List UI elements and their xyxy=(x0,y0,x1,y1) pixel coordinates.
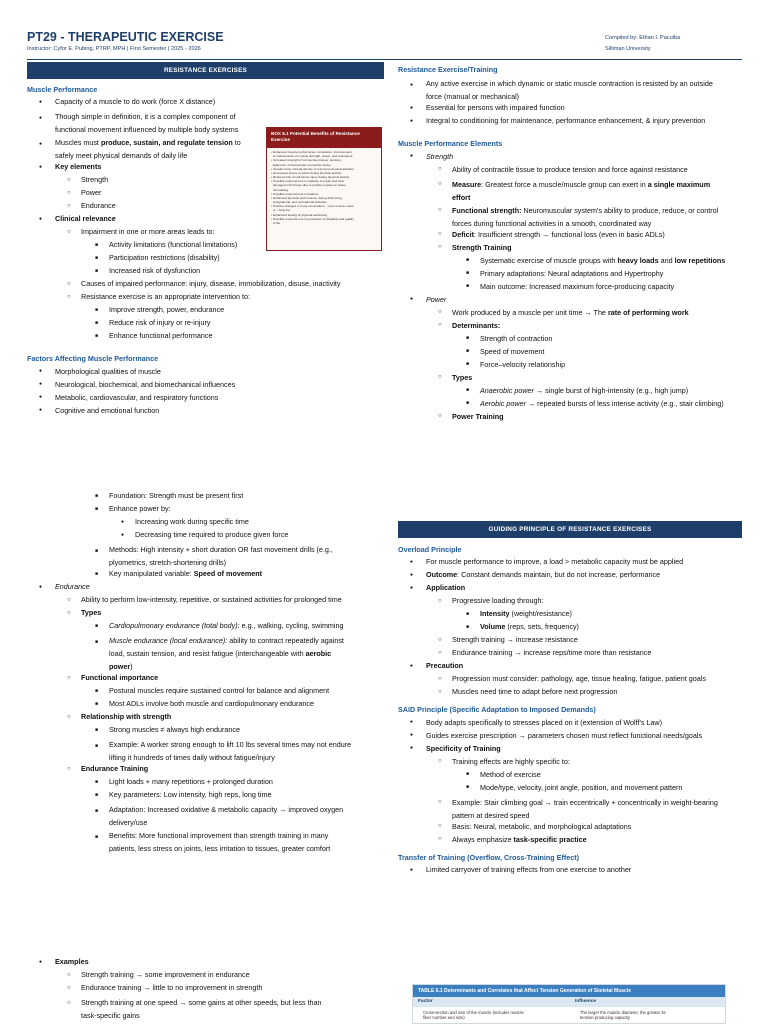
list-item: ○ Strength training → increase resistance xyxy=(398,635,748,648)
table-6-1-figure xyxy=(412,984,726,1024)
list-item: ● Examples xyxy=(27,957,387,970)
list-item: ■ Enhance power by: xyxy=(27,504,387,517)
list-item: ○ Strength training at one speed → some gains at other speeds, but less than task-specific gains xyxy=(27,996,387,1022)
box-6-1-line: or maintenance of muscle strength, power, and endurance xyxy=(271,154,353,159)
table-header-row xyxy=(413,997,725,1007)
list-item: ■ Main outcome: Increased maximum force-producing capacity xyxy=(398,282,748,295)
muscle-performance-elements-list xyxy=(398,152,748,425)
list-item: ■ Methods: High intensity + short duration OR fast movement drills (e.g., plyometrics, stretch-shortening drills) xyxy=(27,543,387,569)
list-item: ○ Endurance Training xyxy=(27,764,387,777)
list-item: ○ Determinants: xyxy=(398,321,748,334)
list-item: ○ Deficit: Insufficient strength → functional loss (even in basic ADLs) xyxy=(398,230,748,243)
list-item: ○ Impairment in one or more areas leads to: xyxy=(27,227,387,240)
list-item: ○ Functional strength: Neuromuscular system's ability to produce, reduce, or control forces during functional activities in a smooth, coordinated way xyxy=(398,204,748,230)
said-principle-heading: SAID Principle (Specific Adaptation to Imposed Demands) xyxy=(398,705,596,715)
list-item: ■ Light loads + many repetitions + prolonged duration xyxy=(27,777,387,790)
list-item: ■ Systematic exercise of muscle groups with heavy loads and low repetitions xyxy=(398,256,748,269)
list-item: ● Neurological, biochemical, and biomechanical influences xyxy=(27,380,387,393)
list-item: ○ Ability of contractile tissue to produce tension and force against resistance xyxy=(398,165,748,178)
list-item: ● Capacity of a muscle to do work (force X distance) xyxy=(27,97,387,110)
list-item: ■ Key manipulated variable: Speed of movement xyxy=(27,569,387,582)
list-item: ○ Endurance xyxy=(27,201,387,214)
list-item: ■ Mode/type, velocity, joint angle, position, and movement pattern xyxy=(398,783,748,796)
list-item: ■ Example: A worker strong enough to lift 10 lbs several times may not endure lifting it hundreds of times daily without fatigue/injury xyxy=(27,738,387,764)
list-item: ■ Anaerobic power → single burst of high-intensity (e.g., high jump) xyxy=(398,386,748,399)
list-item: ● Strength xyxy=(398,152,748,165)
list-item: ○ Strength training → some improvement in endurance xyxy=(27,970,387,983)
list-item: ■ Benefits: More functional improvement than strength training in many patients, less stress on joints, less irritation to tissues, greater comfort xyxy=(27,829,387,855)
box-6-1-line: occupational, and recreational activities xyxy=(271,200,327,205)
resistance-training-list xyxy=(398,77,748,129)
list-item: ○ Types xyxy=(398,373,748,386)
box-6-1-line: • Enhanced physical performance during daily living, xyxy=(271,195,343,200)
box-6-1-title: BOX 6.1 Potential Benefits of Resistance Exercise xyxy=(267,128,381,148)
list-item: ○ Training effects are highly specific to: xyxy=(398,757,748,770)
list-item: ○ Basis: Neural, metabolic, and morphological adaptations xyxy=(398,822,748,835)
list-item: ■ Strong muscles ≠ always high endurance xyxy=(27,725,387,738)
box-6-1-line: remodeling xyxy=(271,187,289,192)
list-item: ○ Relationship with strength xyxy=(27,712,387,725)
overload-list xyxy=(398,557,748,700)
guiding-principle-banner: GUIDING PRINCIPLE OF RESISTANCE EXERCISES xyxy=(398,521,742,538)
box-6-1-line: • Decreased stress on joints during physical activity xyxy=(271,170,342,175)
list-item: ● Decreasing time required to produce given force xyxy=(27,530,387,543)
box-6-1-line: • Possible improvement in capacity to repair and heal xyxy=(271,179,344,184)
list-item: ■ Activity limitations (functional limitations) xyxy=(27,240,387,253)
resistance-exercises-banner: RESISTANCE EXERCISES xyxy=(27,62,384,79)
table-col-factor: Factor xyxy=(418,999,433,1004)
list-item: ■ Intensity (weight/resistance) xyxy=(398,609,748,622)
list-item: ● Increasing work during specific time xyxy=(27,517,387,530)
box-6-1-line: ligaments, intramuscular connective tissue xyxy=(271,162,331,167)
table-cell: Cross-section and size of the muscle (includes muscle fiber number and size) xyxy=(423,1010,524,1021)
list-item: ● Specificity of Training xyxy=(398,744,748,757)
list-item: ■ Primary adaptations: Neural adaptations and Hypertrophy xyxy=(398,269,748,282)
box-6-1-line: • Possible improvement in perception of disability and quality xyxy=(271,216,354,221)
list-item: ■ Postural muscles require sustained control for balance and alignment xyxy=(27,686,387,699)
list-item: ● Guides exercise prescription → parameters chosen must reflect functional needs/goals xyxy=(398,731,748,744)
instructor-line: Instructor: Cyfor E. Pubing, PTRP, MPH | First Semester | 2025 - 2026 xyxy=(27,46,201,52)
box-6-1-line: • Greater bone mineral density or less bone demineralization xyxy=(271,166,354,171)
list-item: ■ Participation restrictions (disability) xyxy=(27,253,387,266)
list-item: ● Though simple in definition, it is a complex component of functional movement influenced by multiple body systems xyxy=(27,110,387,136)
box-6-1-line: of life xyxy=(271,220,281,225)
list-item: ■ Key parameters: Low intensity, high reps, long time xyxy=(27,790,387,803)
list-item: ○ Ability to perform low-intensity, repetitive, or sustained activities for prolonged time xyxy=(27,595,387,608)
said-list xyxy=(398,718,748,848)
list-item: ■ Method of exercise xyxy=(398,770,748,783)
list-item: ○ Types xyxy=(27,608,387,621)
box-6-1-figure xyxy=(266,127,382,251)
list-item: ● Clinical relevance xyxy=(27,214,387,227)
transfer-list xyxy=(398,865,748,878)
list-item: ● Morphological qualities of muscle xyxy=(27,367,387,380)
table-cell: The larger the muscle diameter, the greater its tension-producing capacity xyxy=(580,1010,666,1021)
list-item: ● Limited carryover of training effects from one exercise to another xyxy=(398,865,748,878)
box-6-1-line: • Enhanced feeling of physical well-being xyxy=(271,212,328,217)
box-6-1-body xyxy=(267,148,381,227)
list-item: ● Application xyxy=(398,583,748,596)
list-item: ○ Muscles need time to adapt before next progression xyxy=(398,687,748,700)
table-6-1-title: TABLE 6.1 Determinants and Correlates that Affect Tension Generation of Skeletal Muscle xyxy=(413,985,725,997)
list-item: ○ Resistance exercise is an appropriate intervention to: xyxy=(27,292,387,305)
list-item: ■ Foundation: Strength must be present first xyxy=(27,491,387,504)
list-item: ● Precaution xyxy=(398,661,748,674)
box-6-1-line: • Increased strength of connective tissues: tendons, xyxy=(271,158,342,163)
list-item: ● Integral to conditioning for maintenance, performance enhancement, & injury prevention xyxy=(398,116,748,129)
list-item: ○ Example: Stair climbing goal → train eccentrically + concentrically in weight-bearing pattern at desired speed xyxy=(398,796,748,822)
list-item: ● Body adapts specifically to stresses placed on it (extension of Wolff's Law) xyxy=(398,718,748,731)
list-item: ○ Functional importance xyxy=(27,673,387,686)
list-item: ○ Endurance training → little to no improvement in strength xyxy=(27,983,387,996)
list-item: ■ Improve strength, power, endurance xyxy=(27,305,387,318)
transfer-of-training-heading: Transfer of Training (Overflow, Cross-Training Effect) xyxy=(398,852,580,862)
list-item: ○ Work produced by a muscle per unit time → The rate of performing work xyxy=(398,308,748,321)
factors-heading: Factors Affecting Muscle Performance xyxy=(27,354,159,364)
list-item: ■ Enhance functional performance xyxy=(27,331,387,344)
list-item: ● Muscles must produce, sustain, and regulate tension to safely meet physical demands of daily life xyxy=(27,136,387,162)
box-6-1-line: damaged soft tissues due to positive impact on tissue xyxy=(271,183,346,188)
list-item: ■ Strength of contraction xyxy=(398,334,748,347)
list-item: ● Outcome: Constant demands maintain, but do not increase, performance xyxy=(398,570,748,583)
list-item: ■ Volume (reps, sets, frequency) xyxy=(398,622,748,635)
factors-list xyxy=(27,367,387,419)
list-item: ● Metabolic, cardiovascular, and respiratory functions xyxy=(27,393,387,406)
list-item: ● Essential for persons with impaired function xyxy=(398,103,748,116)
list-item: ■ Reduce risk of injury or re-injury xyxy=(27,318,387,331)
list-item: ● Key elements xyxy=(27,162,387,175)
list-item: ● Endurance xyxy=(27,582,387,595)
list-item: ● Cognitive and emotional function xyxy=(27,406,387,419)
list-item: ○ Causes of impaired performance: injury, disease, immobilization, disuse, inactivity xyxy=(27,279,387,292)
box-6-1-line: or ↓ body fat xyxy=(271,208,290,213)
list-item: ■ Speed of movement xyxy=(398,347,748,360)
examples-section xyxy=(27,957,387,1022)
list-item: ○ Power Training xyxy=(398,412,748,425)
list-item: ■ Muscle endurance (local endurance): ability to contract repeatedly against load, sustain tension, and resist fatigue (interchangeable with aerobic power) xyxy=(27,634,387,673)
box-6-1-line: • Possible improvement in balance xyxy=(271,191,319,196)
university-name: Silliman University xyxy=(605,46,651,52)
list-item: ○ Progression must consider: pathology, age, tissue healing, fatigue, patient goals xyxy=(398,674,748,687)
resistance-training-heading: Resistance Exercise/Training xyxy=(398,65,498,74)
list-item: ■ Force–velocity relationship xyxy=(398,360,748,373)
muscle-performance-elements-heading: Muscle Performance Elements xyxy=(398,139,503,149)
list-item: ○ Power xyxy=(27,188,387,201)
document-title: PT29 - THERAPEUTIC EXERCISE xyxy=(27,30,224,44)
left-column-bottom xyxy=(27,491,387,855)
box-6-1-line: • Positive changes in body composition: ↑ lean muscle mass xyxy=(271,204,354,209)
list-item: ■ Adaptation: Increased oxidative & metabolic capacity → improved oxygen delivery/use xyxy=(27,803,387,829)
list-item: ○ Strength xyxy=(27,175,387,188)
list-item: ○ Always emphasize task-specific practice xyxy=(398,835,748,848)
list-item: ○ Measure: Greatest force a muscle/muscle group can exert in a single maximum effort xyxy=(398,178,748,204)
list-item: ○ Progressive loading through: xyxy=(398,596,748,609)
compiled-by: Compiled by: Ethan I. Paculba xyxy=(605,35,681,41)
power-continuation-list xyxy=(27,491,387,855)
right-column-bottom xyxy=(398,545,748,878)
list-item: ○ Endurance training → increase reps/time more than resistance xyxy=(398,648,748,661)
table-row xyxy=(413,1007,725,1021)
list-item: ● Power xyxy=(398,295,748,308)
right-column-top xyxy=(398,65,748,425)
list-item: ■ Most ADLs involve both muscle and cardiopulmonary endurance xyxy=(27,699,387,712)
document-header xyxy=(27,28,742,60)
overload-principle-heading: Overload Principle xyxy=(398,545,462,554)
list-item: ■ Cardiopulmonary endurance (total body): e.g., walking, cycling, swimming xyxy=(27,621,387,634)
table-col-influence: Influence xyxy=(575,999,597,1004)
box-6-1-line: • Enhanced muscle performance: restoration, improvement xyxy=(271,150,352,154)
list-item: ■ Increased risk of dysfunction xyxy=(27,266,387,279)
list-item: ○ Strength Training xyxy=(398,243,748,256)
examples-list xyxy=(27,957,387,1022)
list-item: ■ Aerobic power → repeated bursts of less intense activity (e.g., stair climbing) xyxy=(398,399,748,412)
muscle-performance-heading: Muscle Performance xyxy=(27,85,98,94)
box-6-1-line: • Reduced risk of soft tissue injury during physical activity xyxy=(271,175,350,180)
list-item: ● Any active exercise in which dynamic or static muscle contraction is resisted by an outside force (manual or mechanical) xyxy=(398,77,748,103)
list-item: ● For muscle performance to improve, a load > metabolic capacity must be applied xyxy=(398,557,748,570)
